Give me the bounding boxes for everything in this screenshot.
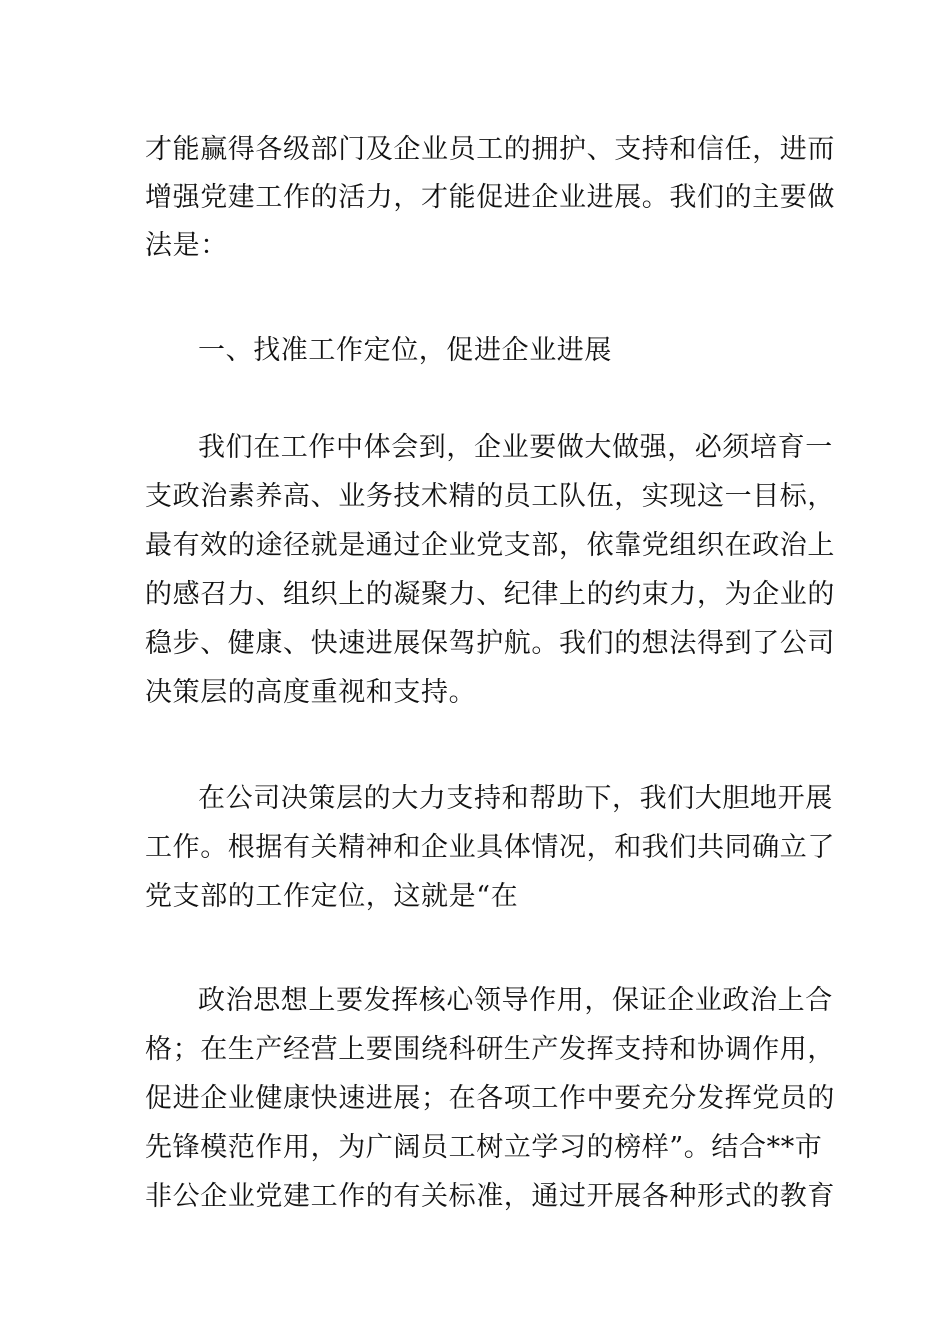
paragraph-2-line-2: 支政治素养高、业务技术精的员工队伍，实现这一目标，	[145, 481, 835, 512]
paragraph-4-line-1: 政治思想上要发挥核心领导作用，保证企业政治上合	[198, 985, 833, 1016]
paragraph-4-line-5: 非公企业党建工作的有关标准，通过开展各种形式的教育	[145, 1181, 835, 1212]
paragraph-4-line-3: 促进企业健康快速进展；在各项工作中要充分发挥党员的	[145, 1083, 835, 1114]
section-heading: 一、找准工作定位，促进企业进展	[198, 335, 612, 366]
paragraph-4-line-4: 先锋模范作用，为广阔员工树立学习的榜样”。结合**市	[145, 1132, 823, 1163]
paragraph-1-line-3: 法是：	[145, 230, 228, 261]
paragraph-2-line-5: 稳步、健康、快速进展保驾护航。我们的想法得到了公司	[145, 628, 835, 659]
paragraph-3-line-1: 在公司决策层的大力支持和帮助下，我们大胆地开展	[198, 783, 833, 814]
paragraph-2-line-6: 决策层的高度重视和支持。	[145, 677, 477, 708]
paragraph-1-line-2: 增强党建工作的活力，才能促进企业进展。我们的主要做	[145, 182, 835, 213]
paragraph-1-line-1: 才能赢得各级部门及企业员工的拥护、支持和信任，进而	[145, 134, 835, 165]
paragraph-2-line-3: 最有效的途径就是通过企业党支部，依靠党组织在政治上	[145, 530, 835, 561]
paragraph-2-line-1: 我们在工作中体会到，企业要做大做强，必须培育一	[198, 432, 833, 463]
paragraph-3-line-2: 工作。根据有关精神和企业具体情况，和我们共同确立了	[145, 832, 835, 863]
paragraph-3-line-3: 党支部的工作定位，这就是“在	[145, 881, 519, 912]
paragraph-4-line-2: 格；在生产经营上要围绕科研生产发挥支持和协调作用，	[145, 1034, 835, 1065]
paragraph-2-line-4: 的感召力、组织上的凝聚力、纪律上的约束力，为企业的	[145, 579, 835, 610]
